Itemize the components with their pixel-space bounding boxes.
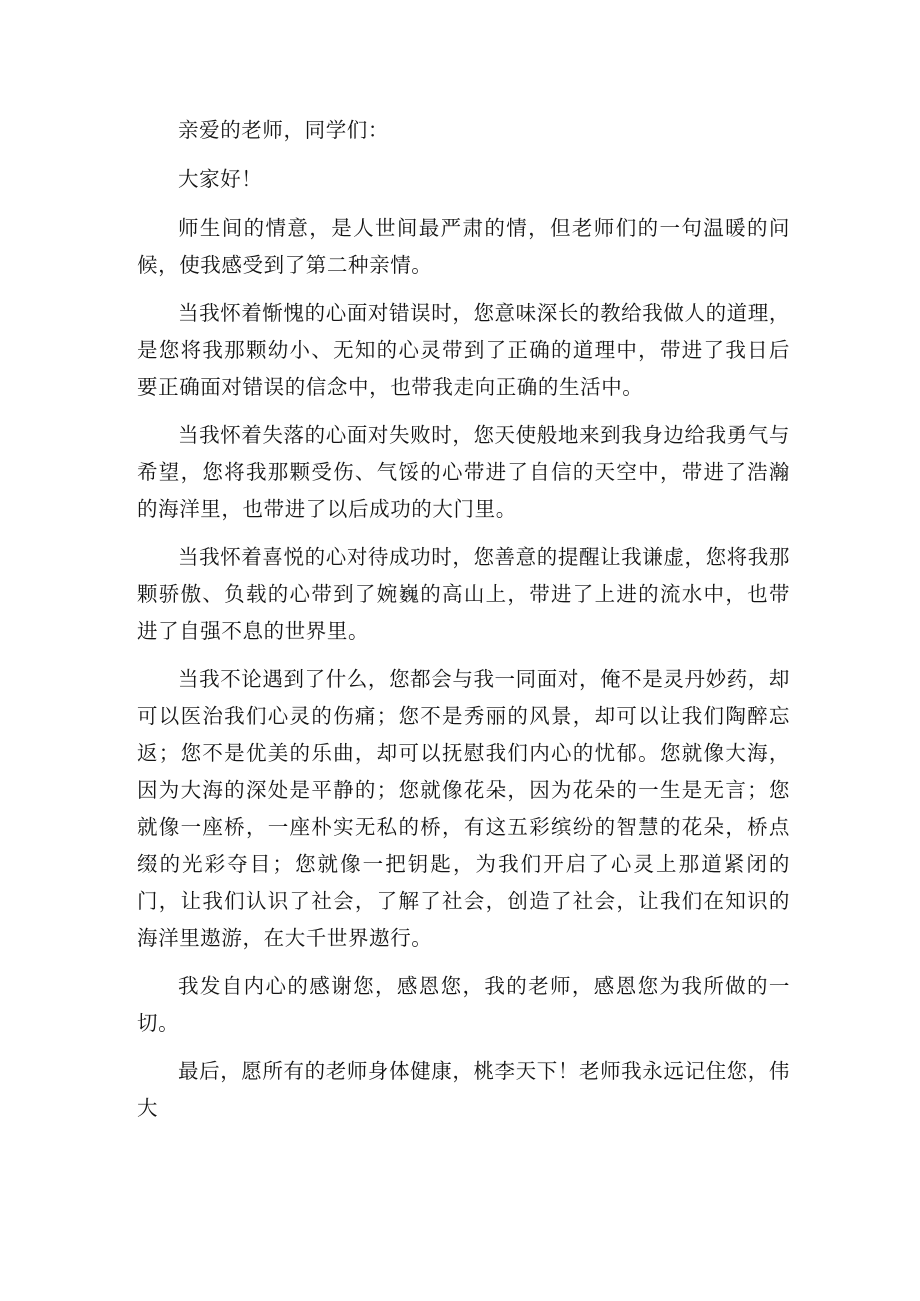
paragraph-2: 当我怀着惭愧的心面对错误时，您意味深长的教给我做人的道理，是您将我那颗幼小、无知的心灵带到了正确的道理中，带进了我日后要正确面对错误的信念中，也带我走向正确的生活中。 [137, 301, 790, 399]
document-body [137, 112, 790, 1138]
paragraph-3: 当我怀着失落的心面对失败时，您天使般地来到我身边给我勇气与希望，您将我那颗受伤、气馁的心带进了自信的天空中，带进了浩瀚的海洋里，也带进了以后成功的大门里。 [137, 423, 790, 521]
paragraph-7: 最后，愿所有的老师身体健康，桃李天下！老师我永远记住您，伟大 [137, 1059, 790, 1120]
paragraph-4: 当我怀着喜悦的心对待成功时，您善意的提醒让我谦虚，您将我那颗骄傲、负载的心带到了婉巍的高山上，带进了上进的流水中，也带进了自强不息的世界里。 [137, 545, 790, 643]
greeting: 大家好！ [178, 167, 263, 191]
paragraph-5: 当我不论遇到了什么，您都会与我一同面对，俺不是灵丹妙药，却可以医治我们心灵的伤痛；您不是秀丽的风景，却可以让我们陶醉忘返；您不是优美的乐曲，却可以抚慰我们内心的忧郁。您就像大海，因为大海的深处是平静的；您就像花朵，因为花朵的一生是无言；您就像一座桥，一座朴实无私的桥，有这五彩缤纷的智慧的花朵，桥点缀的光彩夺目；您就像一把钥匙，为我们开启了心灵上那道紧闭的门，让我们认识了社会，了解了社会，创造了社会，让我们在知识的海洋里遨游，在大千世界遨行。 [137, 667, 790, 950]
paragraph-1: 师生间的情意，是人世间最严肃的情，但老师们的一句温暖的问候，使我感受到了第二种亲情。 [137, 216, 790, 277]
salutation: 亲爱的老师，同学们： [178, 118, 389, 142]
paragraph-6: 我发自内心的感谢您，感恩您，我的老师，感恩您为我所做的一切。 [137, 974, 790, 1035]
